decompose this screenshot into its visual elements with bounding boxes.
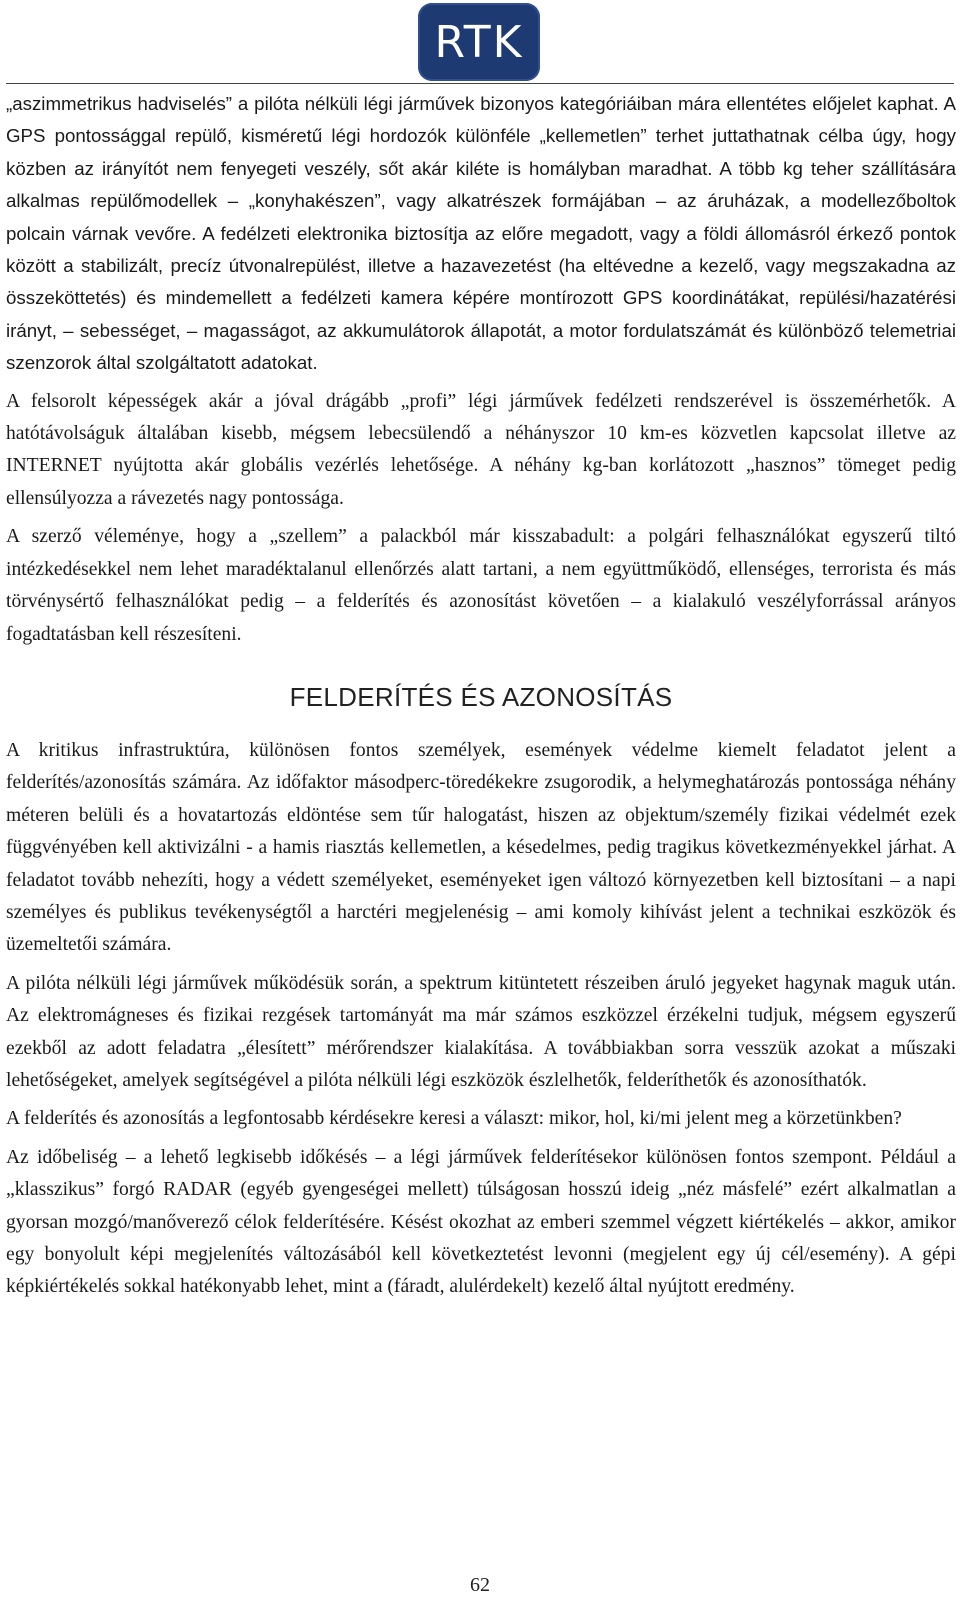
section-paragraph-4: Az időbeliség – a lehető legkisebb időkésés – a légi járművek felderítésekor különösen fontos szempont. Például a „klasszikus” forgó RADAR (egyéb gyengeségei mellett) túlságosan hosszú ideig „néz másfelé” ezért alkalmatlan a gyorsan mozgó/manőverező célok felderítésére. Késést okozhat az emberi szemmel végzett kiértékelés – akkor, amikor egy bonyolult képi megjelenítés változásából kell következtetést levonni (megjelent egy új cél/esemény). A gépi képkiértékelés sokkal hatékonyabb lehet, mint a (fáradt, alulérdekelt) kezelő által nyújtott eredmény. xyxy=(6,1146,956,1298)
rtk-logo xyxy=(418,3,540,81)
section-heading: FELDERÍTÉS ÉS AZONOSÍTÁS xyxy=(289,681,673,712)
paragraph-2: A felsorolt képességek akár a jóval drágább „profi” légi járművek fedélzeti rendszerével is összemérhetők. A hatótávolságuk általában kisebb, mégsem lebecsülendő a néhányszor 10 km-es közvetlen kapcsolat illetve az INTERNET nyújtotta akár globális vezérlés lehetősége. A néhány kg-ban korlátozott „hasznos” tömeget pedig ellensúlyozza a rávezetés nagy pontossága. xyxy=(6,390,956,509)
section-paragraph-3: A felderítés és azonosítás a legfontosabb kérdésekre keresi a választ: mikor, hol, ki/mi jelent meg a körzetünkben? xyxy=(6,1108,902,1130)
body-text xyxy=(6,88,956,1310)
section-paragraph-2: A pilóta nélküli légi járművek működésük során, a spektrum kitüntetett részeiben áruló jegyeket hagynak maguk után. Az elektromágneses és fizikai rezgések tartományát ma már számos eszközzel érzékelni tudjuk, mégsem egyszerű ezekből az adott feladatra „élesített” mérőrendszer kialakítása. A továbbiakban sorra vesszük azokat a műszaki lehetőségeket, amelyek segítségével a pilóta nélküli légi eszközök észlelhetők, felderíthetők és azonosíthatók. xyxy=(6,972,956,1091)
logo-text: RTK xyxy=(434,16,524,68)
paragraph-3: A szerző véleménye, hogy a „szellem” a palackból már kisszabadult: a polgári felhasználókat egyszerű tiltó intézkedésekkel nem lehet maradéktalanul ellenőrzés alatt tartani, a nem együttműködő, ellenséges, terrorista és más törvénysértő felhasználókat pedig – a felderítés és azonosítást követően – a kialakuló veszélyforrással arányos fogadtatásban kell részesíteni. xyxy=(6,526,956,645)
section-paragraph-1: A kritikus infrastruktúra, különösen fontos személyek, események védelme kiemelt feladatot jelent a felderítés/azonosítás számára. Az időfaktor másodperc-töredékekre zsugorodik, a helymeghatározás pontossága néhány méteren belüli és a hovatartozás eldöntése sem tűr halogatást, hiszen az objektum/személy fizikai védelmét ezek függvényében kell aktivizálni - a hamis riasztás kellemetlen, a késedelmes, pedig tragikus következményekkel járhat. A feladatot tovább nehezíti, hogy a védett személyeket, eseményeket igen változó környezetben kell biztosítani – a napi személyes és publikus tevékenységtől a harctéri megjelenésig – ami komoly kihívást jelent a technikai eszközök és üzemeltetői számára. xyxy=(6,739,956,956)
paragraph-1: „aszimmetrikus hadviselés” a pilóta nélküli légi járművek bizonyos kategóriáiban mára ellentétes előjelet kaphat. A GPS pontossággal repülő, kisméretű légi hordozók különféle „kellemetlen” terhet juttathatnak célba úgy, hogy közben az irányítót nem fenyegeti veszély, sőt akár kiléte is homályban maradhat. A több kg teher szállítására alkalmas repülőmodellek – „konyhakészen”, vagy alkatrészek formájában – az áruházak, a modellezőboltok polcain várnak vevőre. A fedélzeti elektronika biztosítja az előre megadott, vagy a földi állomásról érkező pontok között a stabilizált, precíz útvonalrepülést, illetve a hazavezetést (ha eltévedne a kezelő, vagy megszakadna az összeköttetés) és mindemellett a fedélzeti kamera képére montírozott GPS koordinátákat, repülési/hazatérési irányt, – sebességet, – magasságot, az akkumulátorok állapotát, a motor fordulatszámát és különböző telemetriai szenzorok által szolgáltatott adatokat. xyxy=(6,93,956,374)
page-number: 62 xyxy=(470,1574,490,1596)
header-divider xyxy=(6,83,954,84)
